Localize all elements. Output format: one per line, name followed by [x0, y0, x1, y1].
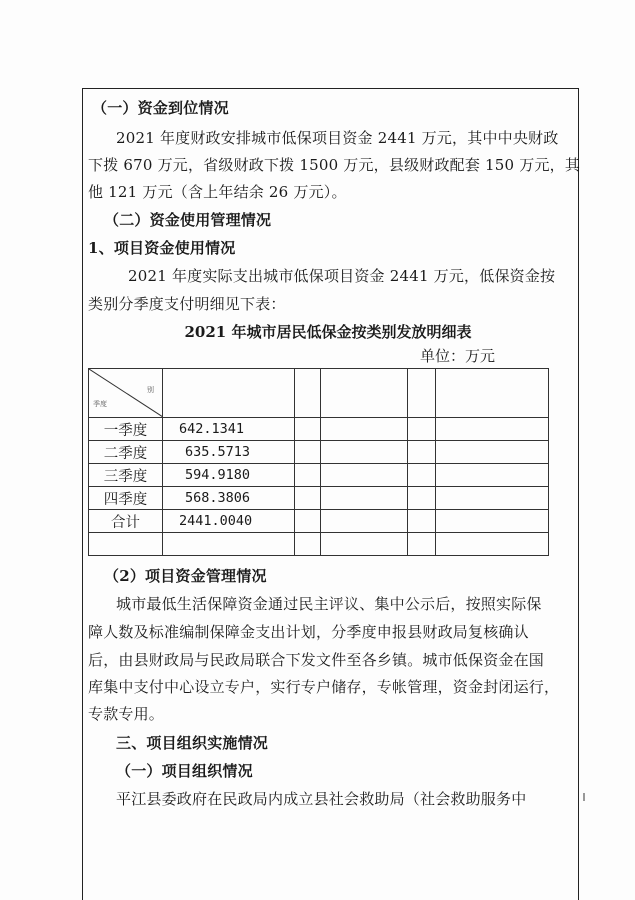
amount-cell: 594.9180 — [163, 464, 295, 487]
quarter-cell: 一季度 — [89, 418, 163, 441]
diag-label-category: 别 — [147, 386, 154, 394]
quarter-cell: 二季度 — [89, 441, 163, 464]
paragraph-1-line-1: 2021 年度财政安排城市低保项目资金 2441 万元，其中中央财政 — [116, 129, 559, 147]
table-row — [89, 464, 549, 487]
heading-section-3: 三、项目组织实施情况 — [116, 734, 269, 752]
amount-cell: 635.5713 — [163, 441, 295, 464]
total-amount-cell: 2441.0040 — [163, 510, 295, 533]
table-row — [89, 441, 549, 464]
amount-cell: 568.3806 — [163, 487, 295, 510]
scan-mark — [583, 793, 585, 801]
heading-project-funds-use: 1、项目资金使用情况 — [88, 239, 236, 257]
paragraph-3-line-2: 障人数及标准编制保障金支出计划，分季度申报县财政局复核确认 — [88, 623, 529, 641]
paragraph-4-line-1: 平江县委政府在民政局内成立县社会救助局（社会救助服务中 — [116, 790, 527, 808]
paragraph-1-line-2: 下拨 670 万元，省级财政下拨 1500 万元，县级财政配套 150 万元，其 — [88, 156, 581, 174]
paragraph-3-line-5: 专款专用。 — [88, 705, 165, 723]
paragraph-3-line-3: 后，由县财政局与民政局联合下发文件至各乡镇。城市低保资金在国 — [88, 651, 545, 669]
header-cell — [408, 369, 436, 418]
header-cell — [163, 369, 295, 418]
table-title: 2021 年城市居民低保金按类别发放明细表 — [184, 323, 472, 341]
amount-cell: 642.1341 — [163, 418, 295, 441]
diagonal-header-cell — [89, 369, 163, 418]
table-row-empty — [89, 533, 549, 556]
table-header-row — [89, 369, 549, 418]
paragraph-3-line-4: 库集中支付中心设立专户，实行专户储存，专帐管理，资金封闭运行， — [88, 678, 560, 696]
diag-label-quarter: 季度 — [93, 400, 107, 408]
table-row — [89, 510, 549, 533]
header-cell — [295, 369, 321, 418]
table-row — [89, 487, 549, 510]
allocation-table — [88, 368, 549, 556]
paragraph-2-line-2: 类别分季度支付明细见下表： — [88, 295, 286, 313]
paragraph-2-line-1: 2021 年度实际支出城市低保项目资金 2441 万元，低保资金按 — [128, 267, 556, 285]
total-label-cell: 合计 — [89, 510, 163, 533]
heading-project-funds-management: （2）项目资金管理情况 — [104, 567, 267, 585]
table-row — [89, 418, 549, 441]
heading-funds-arrival: （一）资金到位情况 — [92, 99, 229, 117]
header-cell — [321, 369, 408, 418]
quarter-cell: 四季度 — [89, 487, 163, 510]
paragraph-1-line-3: 他 121 万元（含上年结余 26 万元）。 — [88, 183, 347, 201]
heading-funds-use-management: （二）资金使用管理情况 — [104, 211, 272, 229]
paragraph-3-line-1: 城市最低生活保障资金通过民主评议、集中公示后，按照实际保 — [116, 595, 542, 613]
table-unit: 单位：万元 — [420, 347, 496, 365]
quarter-cell: 三季度 — [89, 464, 163, 487]
header-cell — [436, 369, 549, 418]
heading-project-organization: （一）项目组织情况 — [116, 762, 253, 780]
